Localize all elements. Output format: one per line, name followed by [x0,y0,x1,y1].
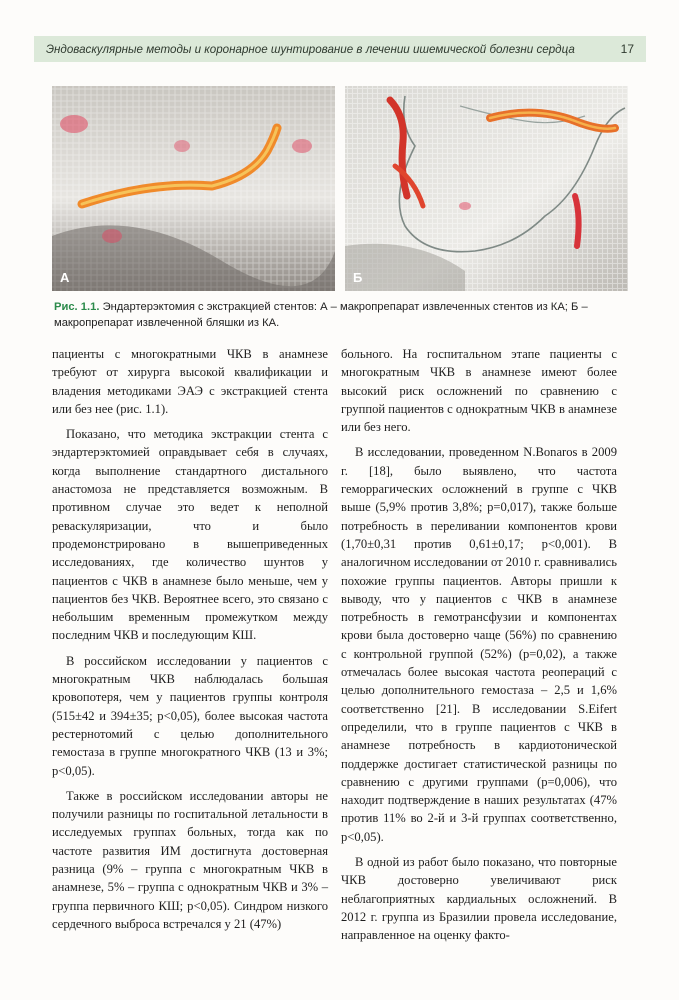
page-number: 17 [620,42,634,56]
paragraph: Показано, что методика экстракции стента с эндартерэктомией оправдывает себя в случаях, когда выполнение стандартного дистального анастомоза не представляется возможным. В противном случае это ведет к неполной реваскуляризации, что и было продемонстрировано в вышеприведенных исследованиях, где количество шунтов у пациентов с ЧКВ в анамнезе было меньше, чем у пациентов без ЧКВ. Вероятнее всего, это связано с небольшим временным промежутком между последним ЧКВ и последующим КШ. [52,427,328,643]
paragraph: Также в российском исследовании авторы не получили разницы по госпитальной летальности в исследуемых группах больных, тогда как по частоте развития ИМ достигнута достоверная разница (9% – группа с многократным ЧКВ в анамнезе, 5% – группа с однократным ЧКВ и 3% – группа первичного КШ; p<0,05). Синдром низкого сердечного выброса встречался у 21 (47%) [52,788,328,931]
running-title: Эндоваскулярные методы и коронарное шунтирование в лечении ишемической болезни сердца [46,42,575,56]
paragraph: пациенты с многократными ЧКВ в анамнезе требуют от хирурга высокой квалификации и владения методиками ЭАЭ с экстракцией стента или без нее (рис. 1.1). [52,347,328,416]
right-text-column [341,345,617,952]
paragraph: больного. На госпитальном этапе пациенты с многократным ЧКВ в анамнезе имеют более высокий риск осложнений по сравнению с группой пациентов с однократным ЧКВ в анамнезе или без него. [341,347,617,435]
paragraph: В российском исследовании у пациентов с многократным ЧКВ наблюдалась большая кровопотеря, чем у пациентов группы контроля (515±42 и 394±35; p<0,05), более высокая частота рестернотомий с целью дополнительного гемостаза в группе многократного ЧКВ (13 и 3%; p<0,05). [52,653,328,778]
panel-b-label: Б [353,270,363,285]
left-text-column [52,345,328,940]
paragraph: В исследовании, проведенном N.Bonaros в 2009 г. [18], было выявлено, что частота геморрагических осложнений в группе с ЧКВ выше (5,9% против 3,8%; p=0,017), также больше потребность в переливании компонентов крови (1,70±0,31 против 0,61±0,17; p<0,001). В аналогичном исследовании от 2010 г. сравнивались похожие группы пациентов. Авторы пришли к выводу, что у пациентов с ЧКВ в анамнезе потребность в гемотрансфузии и компонентах крови была достоверно чаще (56%) по сравнению с контрольной группой (52%) (p=0,02), а также отмечалась более высокая частота реопераций с целью дополнительного гемостаза – 2,5 и 1,6% соответственно [21]. В исследовании S.Eifert определили, что в группе пациентов с ЧКВ в анамнезе потребность в кардиотонической поддержке достигает статистической разницы по сравнению с другими группами (p=0,006), что находит подтверждение в наших результатах (47% против 11% во 2-й и 3-й группах соответственно, p<0,05). [341,445,617,844]
paragraph: В одной из работ было показано, что повторные ЧКВ достоверно увеличивают риск неблагоприятных кардиальных осложнений. В 2012 г. группа из Бразилии провела исследование, направленное на оценку факто- [341,855,617,943]
figure-caption [54,299,624,331]
extracted-stents-photo [52,86,335,291]
figure-panel-a [52,86,335,291]
figure-caption-label: Рис. 1.1. [54,301,100,313]
figure-caption-text: Эндартерэктомия с экстракцией стентов: А – макропрепарат извлеченных стентов из КА; Б – макропрепарат извлеченной бляшки из КА. [54,301,588,329]
figure-panel-b [345,86,628,291]
extracted-plaque-photo [345,86,628,291]
running-header [34,36,646,62]
panel-a-label: А [60,270,70,285]
